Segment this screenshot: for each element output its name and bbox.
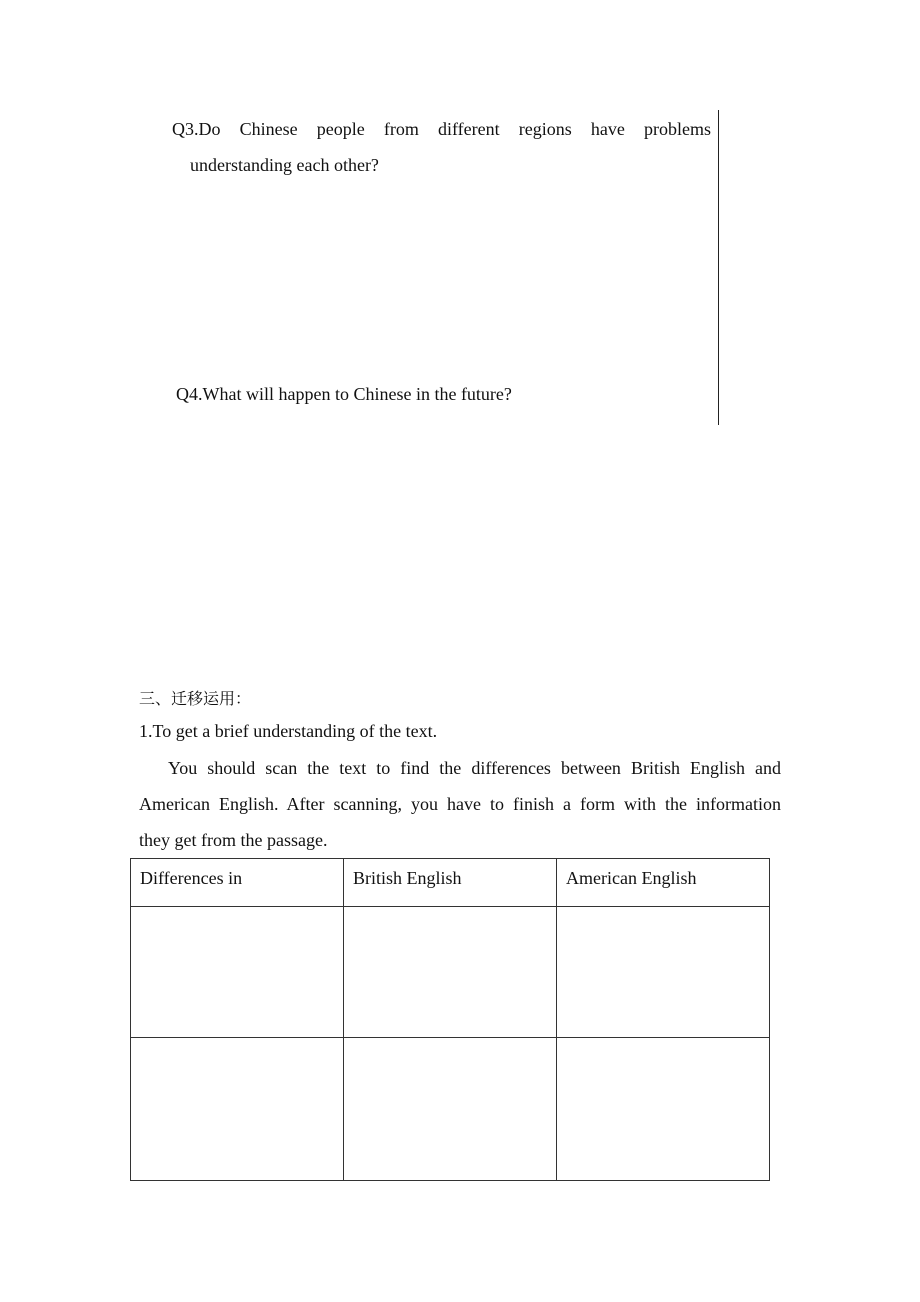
table-cell[interactable] (344, 1038, 557, 1181)
section-heading: 三、迁移运用： (139, 689, 252, 708)
instruction-line1: You should scan the text to find the differences between British English and (168, 758, 781, 778)
table-cell[interactable] (557, 907, 770, 1038)
q3-question-line1: Q3.Do Chinese people from different regions have problems (172, 119, 711, 139)
header-british-english: British English (344, 859, 557, 907)
instruction-line3: they get from the passage. (139, 830, 328, 850)
q4-question: Q4.What will happen to Chinese in the future? (176, 384, 512, 404)
q3-question-line2: understanding each other? (190, 155, 379, 175)
table-header-row (131, 859, 770, 907)
instruction-line2: American English. After scanning, you have to finish a form with the information (139, 794, 781, 814)
table-cell[interactable] (344, 907, 557, 1038)
header-differences-in: Differences in (131, 859, 344, 907)
table-cell[interactable] (131, 907, 344, 1038)
margin-divider-line (718, 110, 719, 425)
task-title: 1.To get a brief understanding of the text. (139, 721, 438, 741)
table-cell[interactable] (131, 1038, 344, 1181)
table-row (131, 907, 770, 1038)
differences-table (130, 858, 770, 1181)
table-row (131, 1038, 770, 1181)
table-cell[interactable] (557, 1038, 770, 1181)
header-american-english: American English (557, 859, 770, 907)
